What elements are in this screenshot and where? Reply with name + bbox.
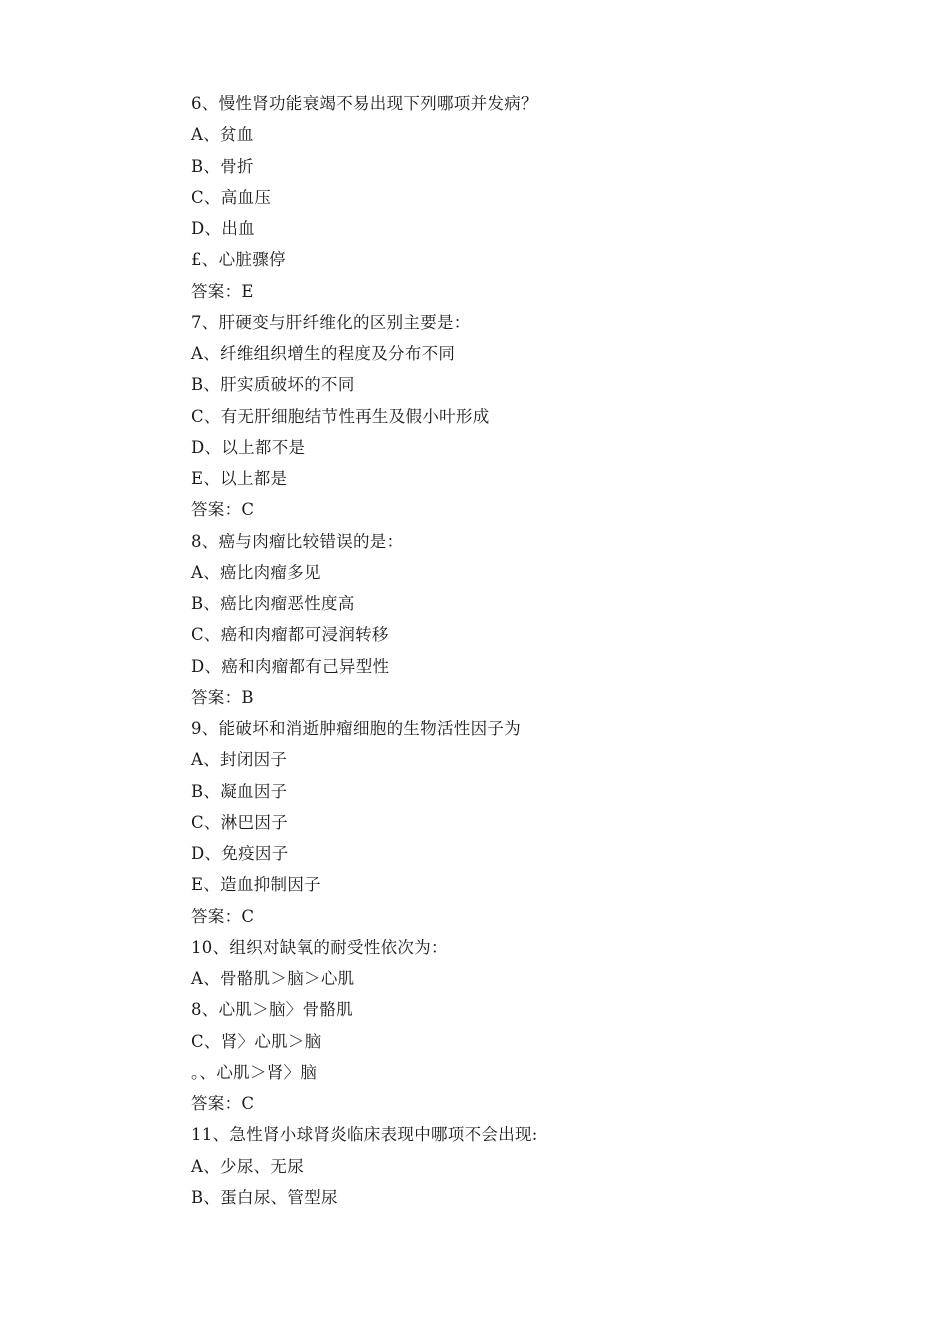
question-6-option-d: D、出血 — [191, 219, 255, 238]
question-6-option-c: C、高血压 — [191, 187, 272, 207]
question-list — [191, 88, 791, 1213]
question-9-option-a: A、封闭因子 — [191, 750, 288, 770]
question-10-option-c: C、肾〉心肌＞脑 — [191, 1031, 322, 1051]
question-11-stem: 11、急性肾小球肾炎临床表现中哪项不会出现: — [191, 1125, 538, 1145]
question-10-answer: 答案：C — [191, 1094, 255, 1113]
question-8-option-d: D、癌和肉瘤都有己异型性 — [191, 656, 390, 676]
question-7-option-d: D、以上都不是 — [191, 437, 306, 457]
question-6-option-e: £、心脏骤停 — [191, 250, 286, 270]
question-11-option-a: A、少尿、无尿 — [191, 1156, 305, 1176]
question-9-option-c: C、淋巴因子 — [191, 812, 288, 832]
question-10-option-a: A、骨骼肌＞脑＞心肌 — [191, 969, 355, 988]
question-7-stem: 7、肝硬变与肝纤维化的区别主要是： — [191, 312, 471, 332]
question-8-option-b: B、癌比肉瘤恶性度高 — [191, 594, 355, 613]
question-10-option-b: 8、心肌＞脑〉骨骼肌 — [191, 1000, 353, 1020]
question-8-option-a: A、癌比肉瘤多见 — [191, 562, 321, 582]
question-6-option-a: A、贫血 — [191, 125, 254, 145]
question-8-option-c: C、癌和肉瘤都可浸润转移 — [191, 625, 389, 645]
question-10-stem: 10、组织对缺氧的耐受性依次为： — [191, 937, 448, 957]
question-6-stem: 6、慢性肾功能衰竭不易出现下列哪项并发病？ — [191, 94, 538, 113]
question-6-answer: 答案：E — [191, 281, 254, 301]
question-7-option-b: B、肝实质破坏的不同 — [191, 375, 355, 395]
question-7-option-e: E、以上都是 — [191, 469, 288, 488]
question-9-option-b: B、凝血因子 — [191, 781, 288, 801]
question-9-answer: 答案：C — [191, 906, 255, 926]
question-10-option-d: 。、心肌＞肾〉脑 — [191, 1062, 318, 1082]
question-7-option-a: A、纤维组织增生的程度及分布不同 — [191, 344, 456, 363]
question-11-option-b: B、蛋白尿、管型尿 — [191, 1187, 338, 1207]
question-9-option-e: E、造血抑制因子 — [191, 875, 321, 895]
question-6-option-b: B、骨折 — [191, 156, 254, 176]
question-7-answer: 答案：C — [191, 500, 255, 520]
question-7-option-c: C、有无肝细胞结节性再生及假小叶形成 — [191, 406, 490, 426]
question-9-stem: 9、能破坏和消逝肿瘤细胞的生物活性因子为 — [191, 719, 521, 738]
question-8-stem: 8、癌与肉瘤比较错误的是： — [191, 531, 404, 551]
question-8-answer: 答案：B — [191, 687, 254, 707]
question-9-option-d: D、免疫因子 — [191, 844, 289, 863]
